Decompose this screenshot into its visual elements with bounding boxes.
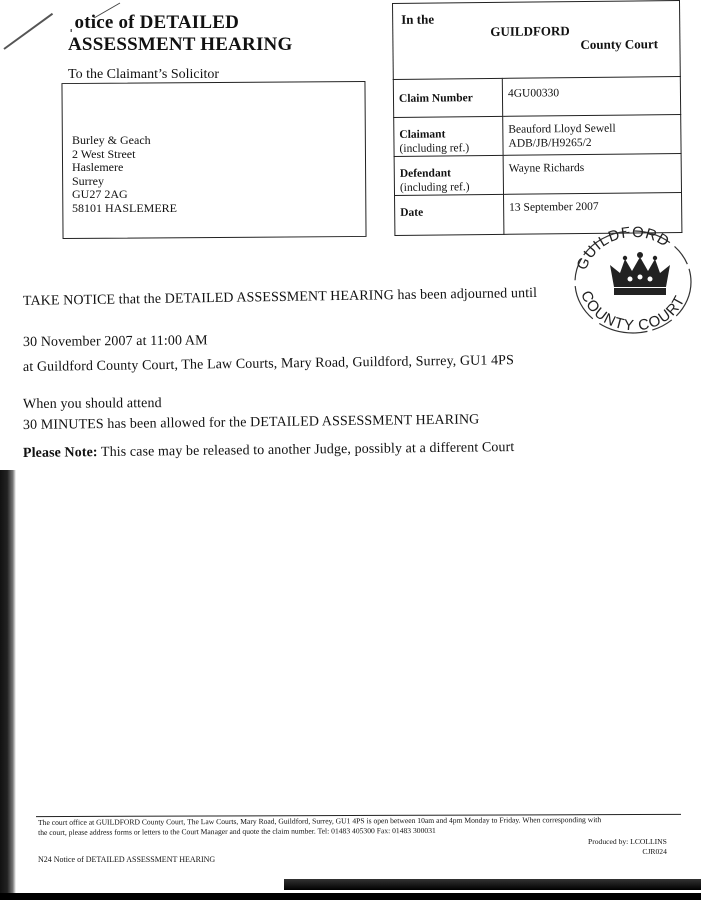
scan-dark-bar [284, 879, 701, 890]
address-line: 58101 HASLEMERE [72, 200, 177, 215]
take-notice-text: TAKE NOTICE that the DETAILED ASSESSMENT HEARING has been adjourned until [22, 285, 538, 309]
reference-code: CJR024 [642, 847, 667, 856]
court-stamp-seal [570, 225, 695, 337]
scan-scratch-mark [3, 13, 53, 50]
address-line: GU27 2AG [72, 187, 128, 201]
defendant-sublabel: (including ref.) [399, 181, 470, 194]
claimant-reference: ADB/JB/H9265/2 [508, 136, 592, 150]
claimant-sublabel: (including ref.) [399, 142, 470, 155]
court-office-hours: The court office at GUILDFORD County Court, The Law Courts, Mary Road, Guildford, Surrey, GU1 4PS is open between 10am and 4pm Monday to Friday. When corresponding with [38, 815, 602, 827]
stamp-bottom-text: COUNTY COURT [577, 288, 689, 335]
please-note-text: This case may be released to another Judge, possibly at a different Court [97, 439, 515, 461]
court-header [392, 0, 681, 80]
claimant-label: Claimant [399, 128, 446, 141]
produced-by-block [588, 837, 667, 857]
crown-icon [610, 252, 670, 295]
address-line: Surrey [72, 173, 104, 188]
please-note [23, 440, 514, 462]
defendant-name: Wayne Richards [508, 161, 585, 175]
address-line: Haslemere [72, 160, 124, 174]
court-office-info [38, 815, 686, 838]
document-title-line-1: ˌotice of DETAILED [68, 12, 240, 33]
hearing-venue: at Guildford County Court, The Law Courts, Mary Road, Guildford, Surrey, GU1 4PS [22, 353, 515, 375]
form-code: N24 Notice of DETAILED ASSESSMENT HEARING [38, 855, 216, 864]
date-value: 13 September 2007 [509, 200, 599, 214]
recipient-label: To the Claimant’s Solicitor [68, 67, 220, 82]
claim-number-value: 4GU00330 [507, 87, 560, 100]
date-label: Date [400, 206, 424, 219]
produced-by-text: Produced by: LCOLLINS [588, 837, 667, 846]
court-in-the-label: In the [401, 11, 435, 27]
address-line: Burley & Geach [72, 133, 151, 147]
case-details-table [393, 76, 683, 236]
scan-shadow-bottom-edge [0, 893, 701, 900]
defendant-label: Defendant [399, 167, 451, 180]
claimant-name: Beauford Lloyd Sewell [508, 122, 616, 136]
claimant-row [394, 114, 681, 156]
defendant-row [394, 153, 681, 195]
court-name: GUILDFORD [490, 23, 570, 39]
recipient-address [72, 134, 177, 215]
hearing-datetime: 30 November 2007 at 11:00 AM [22, 333, 208, 350]
please-note-label: Please Note: [22, 445, 98, 461]
attend-instruction: When you should attend [22, 396, 162, 412]
address-line: 2 West Street [72, 146, 136, 161]
document-title [68, 12, 292, 56]
court-details-box [392, 0, 682, 232]
time-allowed: 30 MINUTES has been allowed for the DETAILED ASSESSMENT HEARING [22, 412, 480, 433]
court-type: County Court [580, 36, 659, 53]
scan-shadow-left-edge [0, 470, 16, 900]
claim-number-row [393, 76, 680, 117]
court-contact: the court, please address forms or letters to the Court Manager and quote the claim number. Tel: 01483 405300 Fax: 01483 300031 [38, 825, 436, 837]
document-title-line-2: ASSESSMENT HEARING [68, 34, 293, 55]
claim-number-label: Claim Number [398, 92, 473, 105]
stamp-top-text: GUILDFORD [573, 225, 673, 273]
